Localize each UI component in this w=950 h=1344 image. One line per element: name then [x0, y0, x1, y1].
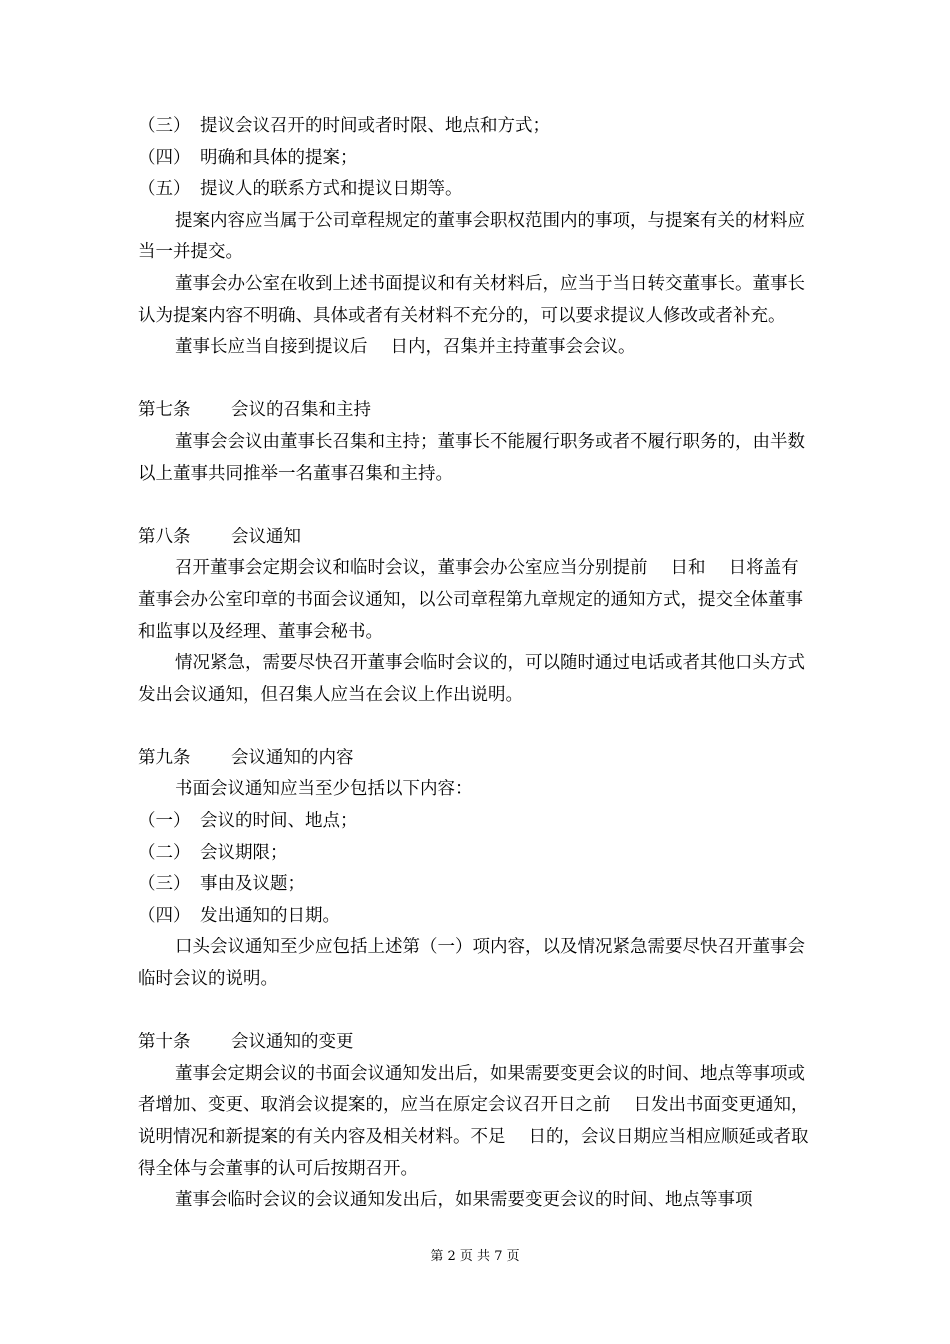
list-item: （四） 明确和具体的提案；	[138, 147, 358, 168]
list-item: （一） 会议的时间、地点；	[138, 811, 358, 832]
article-heading: 第八条 会议通知	[138, 526, 301, 547]
paragraph: 口头会议通知至少应包括上述第（一）项内容，以及情况紧急需要尽快召开董事会临时会议的说明。	[138, 937, 805, 990]
article-heading: 第七条 会议的召集和主持	[138, 400, 371, 421]
list-item: （三） 事由及议题；	[138, 874, 305, 895]
list-item: （三） 提议会议召开的时间或者时限、地点和方式；	[138, 116, 550, 136]
page-footer: 第 2 页 共 7 页	[430, 1249, 520, 1264]
paragraph: 召开董事会定期会议和临时会议，董事会办公室应当分别提前 日和 日将盖有董事会办公室印章的书面会议通知，以公司章程第九章规定的通知方式，提交全体董事和监事以及经理、董事会秘书。	[138, 558, 803, 642]
paragraph: 董事会办公室在收到上述书面提议和有关材料后，应当于当日转交董事长。董事长认为提案内容不明确、具体或者有关材料不充分的，可以要求提议人修改或者补充。	[138, 273, 805, 326]
paragraph: 董事会临时会议的会议通知发出后，如果需要变更会议的时间、地点等事项	[175, 1190, 753, 1211]
list-item: （四） 发出通知的日期。	[138, 905, 340, 926]
paragraph: 书面会议通知应当至少包括以下内容：	[175, 779, 473, 800]
list-item: （二） 会议期限；	[138, 842, 288, 863]
list-item: （五） 提议人的联系方式和提议日期等。	[138, 179, 463, 200]
article-heading: 第九条 会议通知的内容	[138, 747, 354, 768]
paragraph: 董事长应当自接到提议后 日内，召集并主持董事会会议。	[175, 337, 636, 358]
document-body	[138, 111, 814, 1217]
spacer	[138, 490, 814, 522]
paragraph: 董事会会议由董事长召集和主持；董事长不能履行职务或者不履行职务的，由半数以上董事共同推举一名董事召集和主持。	[138, 431, 805, 484]
spacer	[138, 364, 814, 396]
spacer	[138, 996, 814, 1028]
paragraph: 情况紧急，需要尽快召开董事会临时会议的，可以随时通过电话或者其他口头方式发出会议通知，但召集人应当在会议上作出说明。	[138, 653, 805, 705]
article-heading: 第十条 会议通知的变更	[138, 1032, 354, 1053]
paragraph: 提案内容应当属于公司章程规定的董事会职权范围内的事项，与提案有关的材料应当一并提交。	[138, 210, 805, 263]
paragraph: 董事会定期会议的书面会议通知发出后，如果需要变更会议的时间、地点等事项或者增加、变更、取消会议提案的，应当在原定会议召开日之前 日发出书面变更通知，说明情况和新提案的有关内容及相关材料。不足 日的，会议日期应当相应顺延或者取得全体与会董事的认可后按期召开。	[138, 1063, 809, 1179]
spacer	[138, 711, 814, 743]
